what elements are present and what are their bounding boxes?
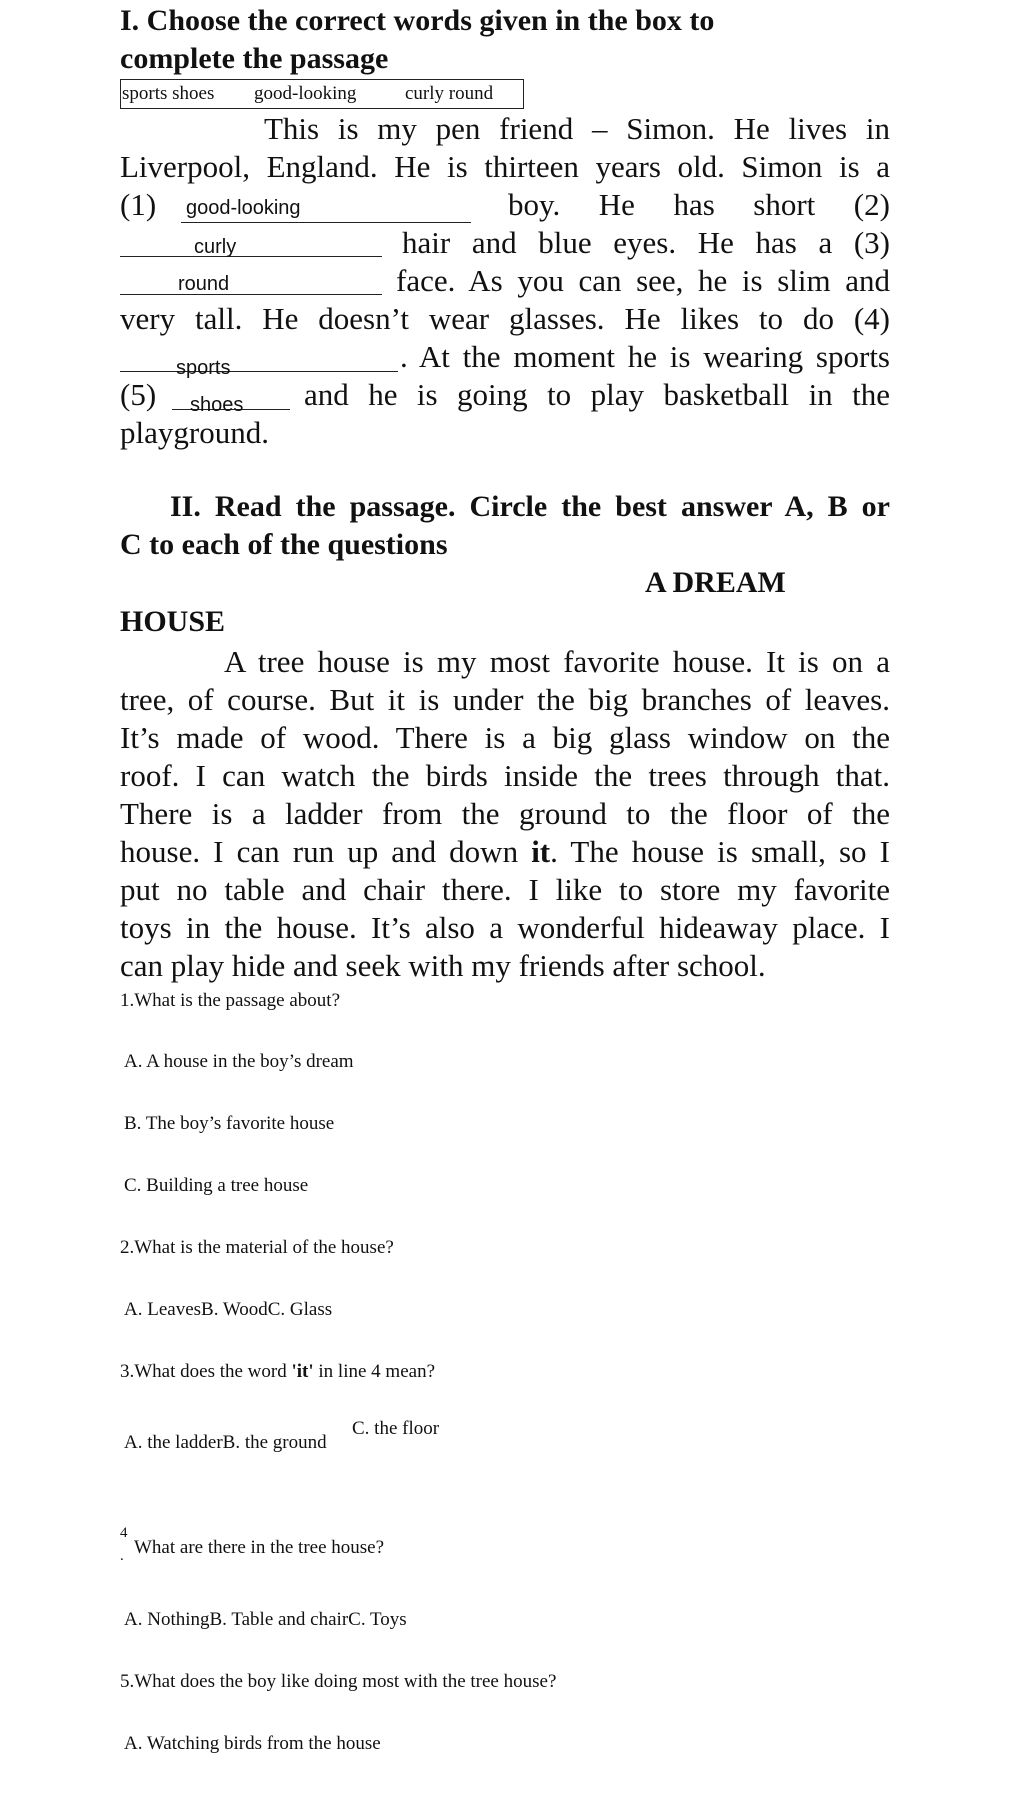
option-5a[interactable]: A. Watching birds from the house (124, 1733, 381, 1754)
question-3 (120, 1361, 435, 1383)
line7-text: . At the moment he is wearing sports (400, 339, 890, 374)
passage2-line2: tree, of course. But it is under the big branches of leaves. (120, 682, 890, 717)
blank-2[interactable] (120, 228, 382, 257)
word-box (120, 79, 524, 109)
question-1: 1.What is the passage about? (120, 990, 341, 1011)
passage2-line6 (120, 833, 890, 871)
passage2-line3: It’s made of wood. There is a big glass window on the (120, 720, 890, 755)
passage2-line7: put no table and chair there. I like to store my favorite (120, 872, 890, 907)
answer-1: good-looking (186, 197, 301, 219)
word: (2) (853, 187, 890, 222)
box-word: curly round (405, 83, 494, 104)
passage2-line9: can play hide and seek with my friends after school. (120, 948, 766, 983)
passage1-line6: very tall. He doesn’t wear glasses. He likes to do (4) (120, 301, 890, 336)
passage2-line5: There is a ladder from the ground to the floor of the (120, 796, 890, 831)
question-4-dot: . (120, 1548, 124, 1564)
word: He (598, 187, 635, 222)
options-4[interactable]: A. NothingB. Table and chairC. Toys (124, 1609, 407, 1630)
question-4-number: 4 (120, 1525, 128, 1541)
line6-bold-it: it (531, 834, 551, 869)
option-3c[interactable]: C. the floor (352, 1418, 440, 1439)
q3-post: in line 4 mean? (313, 1361, 436, 1382)
line6-start: house. I can run up and down (120, 834, 532, 869)
question-2: 2.What is the material of the house? (120, 1237, 394, 1258)
answer-5: shoes (190, 394, 244, 416)
section2-title-line1: II. Read the passage. Circle the best answer A, B or (170, 490, 890, 523)
q3-bold: 'it' (291, 1361, 314, 1382)
question-4: What are there in the tree house? (134, 1537, 385, 1558)
answer-2: curly (194, 236, 237, 258)
blank-number: (1) (120, 187, 157, 222)
passage2-line4: roof. I can watch the birds inside the trees through that. (120, 758, 890, 793)
passage2-line1: A tree house is my most favorite house. It is on a (224, 644, 890, 679)
passage1-line2: Liverpool, England. He is thirteen years old. Simon is a (120, 149, 890, 184)
options-3ab[interactable]: A. the ladderB. the ground (124, 1432, 327, 1453)
box-word: good-looking (254, 83, 357, 104)
heading-part2: HOUSE (120, 605, 226, 638)
blank-number: (5) (120, 377, 157, 412)
blank-4[interactable] (120, 343, 398, 372)
word: boy. (508, 187, 561, 222)
heading-part1: A DREAM (645, 566, 786, 599)
passage2-line8: toys in the house. It’s also a wonderful hideaway place. I (120, 910, 890, 945)
passage1-line9: playground. (120, 415, 269, 450)
answer-3: round (178, 273, 230, 295)
line8-text: and he is going to play basketball in the (304, 377, 890, 412)
option-1c[interactable]: C. Building a tree house (124, 1175, 309, 1196)
answer-4: sports (176, 357, 231, 379)
line4-text: hair and blue eyes. He has a (3) (402, 225, 890, 260)
section1-title-line2: complete the passage (120, 42, 389, 75)
options-2[interactable]: A. LeavesB. WoodC. Glass (124, 1299, 333, 1320)
box-word: sports shoes (122, 83, 215, 104)
line3-words (508, 186, 890, 224)
option-1a[interactable]: A. A house in the boy’s dream (124, 1051, 354, 1072)
section1-title-line1: I. Choose the correct words given in the box to (120, 4, 715, 37)
line5-text: face. As you can see, he is slim and (396, 263, 890, 298)
q3-pre: 3.What does the word (120, 1361, 292, 1382)
option-1b[interactable]: B. The boy’s favorite house (124, 1113, 335, 1134)
passage1-line1: This is my pen friend – Simon. He lives in (264, 111, 890, 146)
blank-3[interactable] (120, 266, 382, 295)
question-5: 5.What does the boy like doing most with the tree house? (120, 1671, 557, 1692)
line6-end: . The house is small, so I (550, 834, 890, 869)
word: short (753, 187, 816, 222)
word: has (673, 187, 715, 222)
section2-title-line2: C to each of the questions (120, 528, 448, 561)
